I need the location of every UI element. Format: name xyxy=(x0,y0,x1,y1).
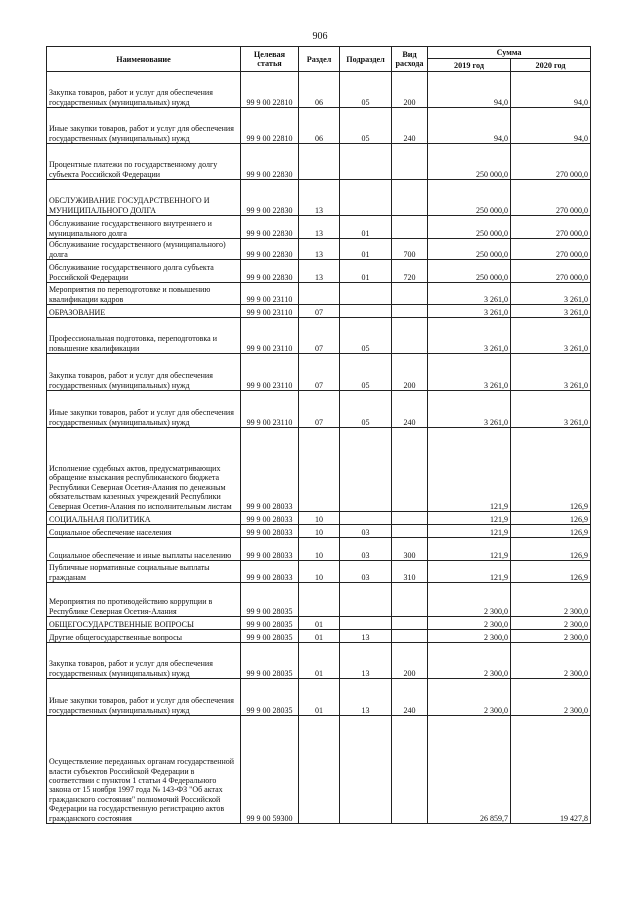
row-section xyxy=(299,583,340,617)
row-name xyxy=(47,716,241,824)
row-amount-2020: 270 000,0 xyxy=(511,216,591,239)
row-section: 13 xyxy=(299,260,340,283)
row-section: 07 xyxy=(299,305,340,318)
row-subsection: 03 xyxy=(340,561,392,583)
row-expense-type xyxy=(392,283,428,305)
header-target-article: Целевая статья xyxy=(241,47,299,72)
row-amount-2020: 126,9 xyxy=(511,525,591,538)
row-amount-2019: 121,9 xyxy=(428,428,511,512)
row-target-article: 99 9 00 28035 xyxy=(241,617,299,630)
row-name-text: Закупка товаров, работ и услуг для обеспечения государственных (муниципальных) нужд xyxy=(49,659,213,678)
row-subsection: 05 xyxy=(340,72,392,108)
table-row xyxy=(47,108,591,144)
row-section: 06 xyxy=(299,72,340,108)
table-row xyxy=(47,561,591,583)
header-sum: Сумма xyxy=(428,47,591,59)
row-expense-type: 200 xyxy=(392,643,428,679)
row-subsection xyxy=(340,583,392,617)
row-amount-2020: 2 300,0 xyxy=(511,617,591,630)
row-target-article: 99 9 00 22830 xyxy=(241,144,299,180)
row-amount-2020: 94,0 xyxy=(511,108,591,144)
row-amount-2020: 3 261,0 xyxy=(511,391,591,428)
row-name xyxy=(47,643,241,679)
row-target-article: 99 9 00 22830 xyxy=(241,216,299,239)
row-section: 10 xyxy=(299,561,340,583)
row-target-article: 99 9 00 28033 xyxy=(241,428,299,512)
table-row xyxy=(47,72,591,108)
row-name-text: Закупка товаров, работ и услуг для обеспечения государственных (муниципальных) нужд xyxy=(49,371,213,390)
row-name xyxy=(47,538,241,561)
row-target-article: 99 9 00 28033 xyxy=(241,538,299,561)
row-subsection: 13 xyxy=(340,630,392,643)
row-target-article: 99 9 00 22810 xyxy=(241,72,299,108)
table-row xyxy=(47,260,591,283)
row-expense-type: 240 xyxy=(392,108,428,144)
row-subsection: 03 xyxy=(340,525,392,538)
row-amount-2020: 94,0 xyxy=(511,72,591,108)
row-name xyxy=(47,108,241,144)
row-amount-2019: 3 261,0 xyxy=(428,283,511,305)
row-amount-2019: 250 000,0 xyxy=(428,216,511,239)
row-name xyxy=(47,630,241,643)
row-subsection: 05 xyxy=(340,354,392,391)
row-target-article: 99 9 00 28033 xyxy=(241,525,299,538)
table-row xyxy=(47,318,591,354)
table-row xyxy=(47,216,591,239)
row-name-text: Исполнение судебных актов, предусматривающих обращение взыскания республиканского бюджета Республики Северная Осетия-Алания по денежным обязательствам казенных учреждений Республики Северная Осетия-Алания по исполнительным листам xyxy=(49,463,232,511)
row-subsection xyxy=(340,617,392,630)
row-name-text: Социальное обеспечение населения xyxy=(49,527,172,537)
row-amount-2019: 94,0 xyxy=(428,72,511,108)
row-target-article: 99 9 00 22830 xyxy=(241,239,299,260)
row-name-text: Профессиональная подготовка, переподготовка и повышение квалификации xyxy=(49,334,217,353)
row-name xyxy=(47,283,241,305)
row-amount-2019: 2 300,0 xyxy=(428,643,511,679)
row-amount-2019: 2 300,0 xyxy=(428,617,511,630)
row-subsection xyxy=(340,305,392,318)
row-amount-2019: 3 261,0 xyxy=(428,318,511,354)
row-target-article: 99 9 00 23110 xyxy=(241,318,299,354)
row-name xyxy=(47,617,241,630)
row-section: 10 xyxy=(299,512,340,525)
row-name-text: Обслуживание государственного (муниципального) долга xyxy=(49,240,226,259)
row-target-article: 99 9 00 28033 xyxy=(241,561,299,583)
row-target-article: 99 9 00 22830 xyxy=(241,260,299,283)
row-section: 01 xyxy=(299,630,340,643)
row-amount-2019: 121,9 xyxy=(428,561,511,583)
row-subsection: 13 xyxy=(340,679,392,716)
row-name-text: ОБЩЕГОСУДАРСТВЕННЫЕ ВОПРОСЫ xyxy=(49,619,194,629)
table-row xyxy=(47,630,591,643)
row-subsection: 13 xyxy=(340,643,392,679)
row-name-text: Обслуживание государственного внутреннего и муниципального долга xyxy=(49,219,212,238)
table-row xyxy=(47,512,591,525)
row-expense-type xyxy=(392,216,428,239)
row-target-article: 99 9 00 28035 xyxy=(241,679,299,716)
row-name xyxy=(47,428,241,512)
header-year-2020: 2020 год xyxy=(511,59,591,72)
row-amount-2019: 3 261,0 xyxy=(428,305,511,318)
row-subsection: 03 xyxy=(340,538,392,561)
row-expense-type: 240 xyxy=(392,391,428,428)
row-subsection: 01 xyxy=(340,260,392,283)
row-amount-2019: 121,9 xyxy=(428,512,511,525)
row-section: 10 xyxy=(299,538,340,561)
row-name xyxy=(47,512,241,525)
row-section: 07 xyxy=(299,354,340,391)
row-target-article: 99 9 00 23110 xyxy=(241,305,299,318)
row-amount-2019: 250 000,0 xyxy=(428,260,511,283)
row-section xyxy=(299,283,340,305)
row-amount-2019: 250 000,0 xyxy=(428,239,511,260)
row-amount-2019: 2 300,0 xyxy=(428,630,511,643)
row-name-text: Социальное обеспечение и иные выплаты населению xyxy=(49,550,232,560)
row-name xyxy=(47,354,241,391)
row-amount-2020: 270 000,0 xyxy=(511,144,591,180)
table-row xyxy=(47,305,591,318)
row-expense-type: 200 xyxy=(392,354,428,391)
row-subsection: 05 xyxy=(340,318,392,354)
row-subsection xyxy=(340,716,392,824)
row-amount-2020: 2 300,0 xyxy=(511,630,591,643)
table-row xyxy=(47,525,591,538)
row-section: 10 xyxy=(299,525,340,538)
row-name-text: ОБРАЗОВАНИЕ xyxy=(49,307,106,317)
table-row xyxy=(47,538,591,561)
row-section: 01 xyxy=(299,617,340,630)
row-target-article: 99 9 00 28035 xyxy=(241,630,299,643)
budget-table xyxy=(46,46,591,824)
row-amount-2020: 2 300,0 xyxy=(511,643,591,679)
row-target-article: 99 9 00 28035 xyxy=(241,643,299,679)
row-section: 01 xyxy=(299,679,340,716)
row-target-article: 99 9 00 23110 xyxy=(241,391,299,428)
table-row xyxy=(47,239,591,260)
header-section: Раздел xyxy=(299,47,340,72)
row-amount-2020: 3 261,0 xyxy=(511,283,591,305)
row-expense-type: 240 xyxy=(392,679,428,716)
table-row xyxy=(47,617,591,630)
row-name xyxy=(47,561,241,583)
row-name xyxy=(47,180,241,216)
row-amount-2019: 26 859,7 xyxy=(428,716,511,824)
table-row xyxy=(47,716,591,824)
row-target-article: 99 9 00 22810 xyxy=(241,108,299,144)
row-section: 06 xyxy=(299,108,340,144)
row-subsection: 01 xyxy=(340,216,392,239)
row-target-article: 99 9 00 22830 xyxy=(241,180,299,216)
row-expense-type xyxy=(392,617,428,630)
row-name-text: Публичные нормативные социальные выплаты гражданам xyxy=(49,563,210,582)
row-section: 07 xyxy=(299,391,340,428)
row-subsection: 05 xyxy=(340,108,392,144)
row-target-article: 99 9 00 23110 xyxy=(241,354,299,391)
row-subsection xyxy=(340,428,392,512)
row-name xyxy=(47,239,241,260)
row-expense-type xyxy=(392,525,428,538)
row-section xyxy=(299,716,340,824)
row-amount-2019: 2 300,0 xyxy=(428,679,511,716)
row-subsection xyxy=(340,512,392,525)
row-expense-type xyxy=(392,716,428,824)
row-amount-2020: 19 427,8 xyxy=(511,716,591,824)
row-name-text: Иные закупки товаров, работ и услуг для обеспечения государственных (муниципальных) нужд xyxy=(49,408,234,427)
row-name-text: Мероприятия по противодействию коррупции в Республике Северная Осетия-Алания xyxy=(49,597,213,616)
row-section xyxy=(299,428,340,512)
row-expense-type xyxy=(392,144,428,180)
row-name-text: Иные закупки товаров, работ и услуг для обеспечения государственных (муниципальных) нужд xyxy=(49,696,234,715)
row-amount-2020: 3 261,0 xyxy=(511,318,591,354)
row-amount-2020: 126,9 xyxy=(511,512,591,525)
row-expense-type xyxy=(392,305,428,318)
row-name-text: Мероприятия по переподготовке и повышению квалификации кадров xyxy=(49,285,211,304)
row-amount-2020: 270 000,0 xyxy=(511,239,591,260)
row-expense-type xyxy=(392,583,428,617)
row-amount-2020: 3 261,0 xyxy=(511,354,591,391)
table-row xyxy=(47,144,591,180)
row-target-article: 99 9 00 28035 xyxy=(241,583,299,617)
row-name-text: Закупка товаров, работ и услуг для обеспечения государственных (муниципальных) нужд xyxy=(49,88,213,107)
row-name xyxy=(47,305,241,318)
row-name xyxy=(47,583,241,617)
header-subsection: Подраздел xyxy=(340,47,392,72)
row-amount-2020: 2 300,0 xyxy=(511,679,591,716)
row-amount-2020: 126,9 xyxy=(511,428,591,512)
row-section: 13 xyxy=(299,239,340,260)
row-expense-type xyxy=(392,512,428,525)
row-amount-2019: 94,0 xyxy=(428,108,511,144)
row-target-article: 99 9 00 59300 xyxy=(241,716,299,824)
table-row xyxy=(47,180,591,216)
table-row xyxy=(47,679,591,716)
row-amount-2019: 2 300,0 xyxy=(428,583,511,617)
row-expense-type: 720 xyxy=(392,260,428,283)
row-expense-type xyxy=(392,318,428,354)
row-expense-type: 300 xyxy=(392,538,428,561)
row-name xyxy=(47,679,241,716)
row-subsection xyxy=(340,180,392,216)
row-name-text: ОБСЛУЖИВАНИЕ ГОСУДАРСТВЕННОГО И МУНИЦИПАЛЬНОГО ДОЛГА xyxy=(49,196,210,215)
row-section xyxy=(299,144,340,180)
table-body xyxy=(47,72,591,824)
table-row xyxy=(47,283,591,305)
row-amount-2019: 250 000,0 xyxy=(428,180,511,216)
table-row xyxy=(47,391,591,428)
row-name xyxy=(47,318,241,354)
row-name-text: Обслуживание государственного долга субъекта Российской Федерации xyxy=(49,263,214,282)
row-name-text: Другие общегосударственные вопросы xyxy=(49,632,183,642)
row-name-text: Иные закупки товаров, работ и услуг для обеспечения государственных (муниципальных) нужд xyxy=(49,124,234,143)
row-target-article: 99 9 00 23110 xyxy=(241,283,299,305)
header-name: Наименование xyxy=(47,47,241,72)
row-section: 13 xyxy=(299,216,340,239)
row-subsection: 01 xyxy=(340,239,392,260)
row-expense-type: 200 xyxy=(392,72,428,108)
row-name xyxy=(47,525,241,538)
row-amount-2019: 3 261,0 xyxy=(428,354,511,391)
row-target-article: 99 9 00 28033 xyxy=(241,512,299,525)
row-name-text: Процентные платежи по государственному долгу субъекта Российской Федерации xyxy=(49,160,218,179)
row-expense-type: 310 xyxy=(392,561,428,583)
row-amount-2019: 121,9 xyxy=(428,538,511,561)
row-amount-2020: 126,9 xyxy=(511,561,591,583)
row-expense-type xyxy=(392,428,428,512)
row-name xyxy=(47,391,241,428)
table-row xyxy=(47,354,591,391)
page-number: 906 xyxy=(312,31,328,42)
row-expense-type xyxy=(392,180,428,216)
row-section: 01 xyxy=(299,643,340,679)
row-amount-2020: 126,9 xyxy=(511,538,591,561)
row-name xyxy=(47,260,241,283)
table-row xyxy=(47,643,591,679)
row-name xyxy=(47,144,241,180)
row-name xyxy=(47,216,241,239)
row-expense-type: 700 xyxy=(392,239,428,260)
row-section: 07 xyxy=(299,318,340,354)
header-year-2019: 2019 год xyxy=(428,59,511,72)
row-name-text: СОЦИАЛЬНАЯ ПОЛИТИКА xyxy=(49,514,151,524)
row-subsection xyxy=(340,144,392,180)
row-subsection: 05 xyxy=(340,391,392,428)
table-row xyxy=(47,583,591,617)
table-row xyxy=(47,428,591,512)
header-expense-type: Вид расхода xyxy=(392,47,428,72)
row-amount-2020: 270 000,0 xyxy=(511,260,591,283)
row-amount-2020: 3 261,0 xyxy=(511,305,591,318)
row-amount-2020: 270 000,0 xyxy=(511,180,591,216)
row-section: 13 xyxy=(299,180,340,216)
row-expense-type xyxy=(392,630,428,643)
row-subsection xyxy=(340,283,392,305)
row-amount-2020: 2 300,0 xyxy=(511,583,591,617)
row-amount-2019: 121,9 xyxy=(428,525,511,538)
row-name xyxy=(47,72,241,108)
row-amount-2019: 3 261,0 xyxy=(428,391,511,428)
row-amount-2019: 250 000,0 xyxy=(428,144,511,180)
row-name-text: Осуществление переданных органам государственной власти субъектов Российской Федерации в соответствии с пунктом 1 статьи 4 Федерального закона от 15 ноября 1997 года № 143-ФЗ "Об актах гражданского состояния" полномочий Российской Федерации на государственную регистрацию актов гражданского состояния xyxy=(49,757,235,823)
